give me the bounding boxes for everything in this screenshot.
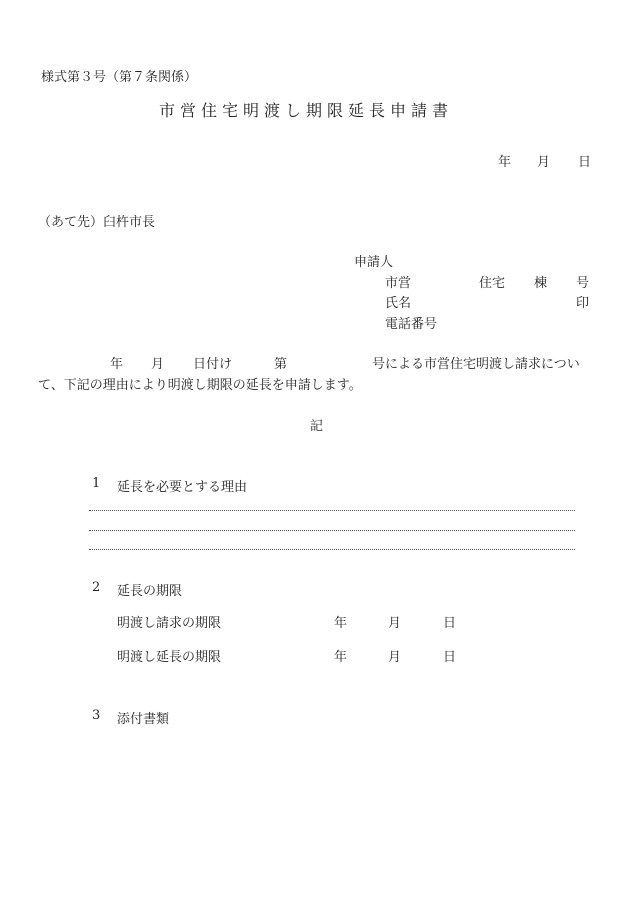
deadline-day: 日 xyxy=(443,616,457,631)
reason-line-2[interactable] xyxy=(89,530,575,531)
applicant-heading: 申請人 xyxy=(354,255,394,270)
item-number: 3 xyxy=(92,708,101,723)
deadline-label: 明渡し延長の期限 xyxy=(117,650,222,665)
item-label: 添付書類 xyxy=(117,712,170,727)
item-label: 延長の期限 xyxy=(117,584,183,599)
date-year: 年 xyxy=(498,155,512,170)
reason-line-1[interactable] xyxy=(89,510,575,511)
date-month: 月 xyxy=(537,155,551,170)
name-label: 氏名 xyxy=(385,296,412,311)
deadline-label: 明渡し請求の期限 xyxy=(117,616,222,631)
item-number: 1 xyxy=(92,476,101,491)
body-month: 月 xyxy=(151,357,165,372)
body-ordinal: 第 xyxy=(274,357,288,372)
ki-heading: 記 xyxy=(310,419,324,434)
address-housing: 住宅 xyxy=(479,276,506,291)
body-year: 年 xyxy=(110,357,124,372)
body-dated: 日付け xyxy=(193,357,233,372)
deadline-month: 月 xyxy=(388,616,402,631)
deadline-year: 年 xyxy=(334,616,348,631)
deadline-day: 日 xyxy=(443,650,457,665)
body-text-line1: 号による市営住宅明渡し請求につい xyxy=(372,357,580,372)
item-number: 2 xyxy=(92,580,101,595)
phone-label: 電話番号 xyxy=(385,317,438,332)
date-day: 日 xyxy=(578,155,592,170)
form-number: 様式第３号（第７条関係） xyxy=(41,70,198,85)
seal-mark: 印 xyxy=(576,296,590,311)
document-title: 市営住宅明渡し期限延長申請書 xyxy=(159,101,454,120)
address-label: 市営 xyxy=(385,276,412,291)
item-label: 延長を必要とする理由 xyxy=(117,480,248,495)
addressee: （あて先）臼杵市長 xyxy=(38,215,156,230)
body-text-line2: て、下記の理由により明渡し期限の延長を申請します。 xyxy=(38,378,362,393)
reason-line-3[interactable] xyxy=(89,549,575,550)
address-building: 棟 xyxy=(534,276,548,291)
address-number: 号 xyxy=(576,276,590,291)
deadline-month: 月 xyxy=(388,650,402,665)
deadline-year: 年 xyxy=(334,650,348,665)
